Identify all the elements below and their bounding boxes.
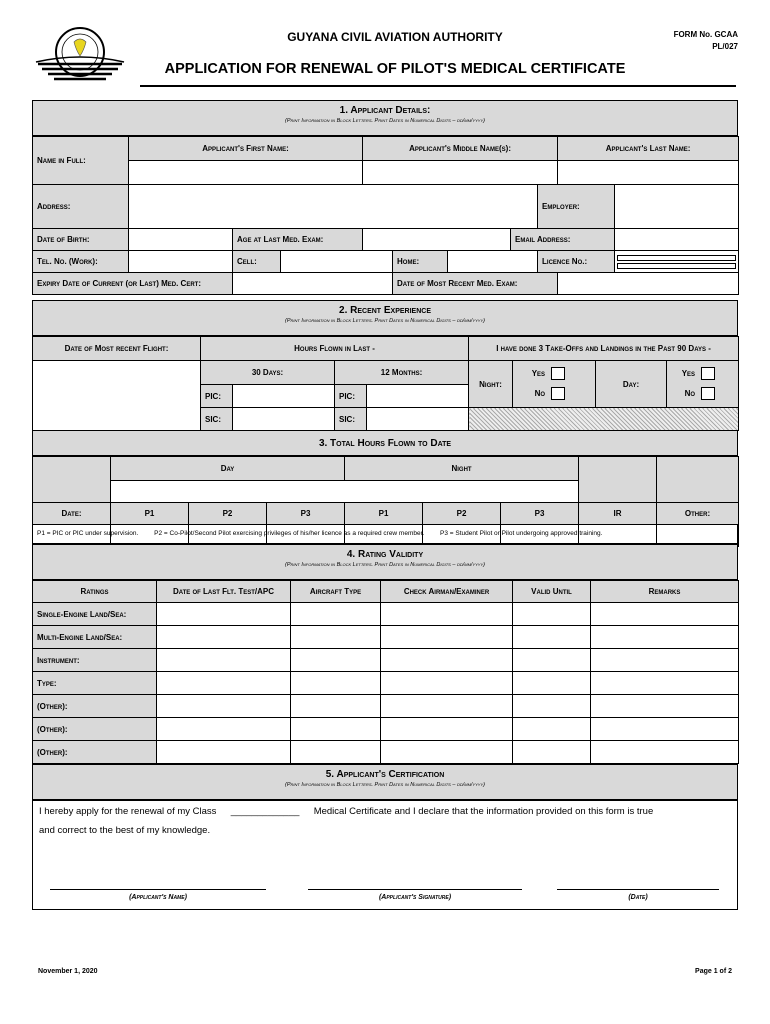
hours-flown-label: Hours Flown in Last - xyxy=(201,337,469,361)
rating-cell[interactable] xyxy=(513,741,591,764)
valid-until-header: Valid Until xyxy=(513,581,591,603)
col-ir: IR xyxy=(579,503,657,525)
rating-cell[interactable] xyxy=(291,603,381,626)
rating-cell[interactable] xyxy=(591,649,739,672)
recent-flight-field[interactable] xyxy=(33,361,201,431)
first-name-label: Applicant's First Name: xyxy=(129,137,363,161)
email-label: Email Address: xyxy=(511,229,615,251)
last-test-header: Date of Last Flt. Test/APC xyxy=(157,581,291,603)
licence-field[interactable] xyxy=(615,251,739,273)
name-in-full-label: Name in Full: xyxy=(33,137,129,185)
last-name-label: Applicant's Last Name: xyxy=(558,137,739,161)
pic-30-label: PIC: xyxy=(201,385,233,408)
day-header: Day xyxy=(111,457,345,481)
rating-cell[interactable] xyxy=(513,695,591,718)
form-number: FORM No. GCAA PL/027 xyxy=(673,30,738,51)
pic-12-label: PIC: xyxy=(335,385,367,408)
rating-cell[interactable] xyxy=(381,649,513,672)
cell-field[interactable] xyxy=(281,251,393,273)
age-label: Age at Last Med. Exam: xyxy=(233,229,363,251)
night-options xyxy=(513,361,596,408)
signature-line[interactable] xyxy=(308,889,522,890)
rating-cell[interactable] xyxy=(591,626,739,649)
ratings-header: Ratings xyxy=(33,581,157,603)
rating-row-label: (Other): xyxy=(33,718,157,741)
col-day-p3: P3 xyxy=(267,503,345,525)
takeoffs-label: I have done 3 Take-Offs and Landings in the Past 90 Days - xyxy=(469,337,739,361)
recent-exam-label: Date of Most Recent Med. Exam: xyxy=(393,273,558,295)
expiry-field[interactable] xyxy=(233,273,393,295)
recent-flight-label: Date of Most recent Flight: xyxy=(33,337,201,361)
day-no-option[interactable]: No xyxy=(671,384,734,404)
rating-cell[interactable] xyxy=(291,626,381,649)
date-label: Date: xyxy=(33,503,111,525)
other-header-top xyxy=(657,457,739,503)
rating-cell[interactable] xyxy=(381,718,513,741)
rating-cell[interactable] xyxy=(513,672,591,695)
sic-30-field[interactable] xyxy=(233,408,335,431)
pic-30-field[interactable] xyxy=(233,385,335,408)
day-no-checkbox[interactable] xyxy=(701,387,715,400)
recent-experience-table xyxy=(32,336,739,431)
day-label: Day: xyxy=(596,361,667,408)
section-1-header: 1. Applicant Details: (Print Information in Block Letters. Print Dates in Numerical Digits – dd/mm/yyyy) xyxy=(32,100,738,136)
rating-cell[interactable] xyxy=(381,603,513,626)
pilot-category-legend: P1 = PIC or PIC under supervision. P2 = Co-Pilot/Second Pilot exercising privileges of his/her licence as a required crew member. P3 = Student Pilot or Pilot undergoing approved training. xyxy=(32,524,738,544)
col-night-p1: P1 xyxy=(345,503,423,525)
day-options xyxy=(667,361,739,408)
rating-cell[interactable] xyxy=(513,626,591,649)
night-yes-checkbox[interactable] xyxy=(551,367,565,380)
tel-work-label: Tel. No. (Work): xyxy=(33,251,129,273)
rating-cell[interactable] xyxy=(291,718,381,741)
sic-12-field[interactable] xyxy=(367,408,469,431)
licence-label: Licence No.: xyxy=(538,251,615,273)
day-yes-checkbox[interactable] xyxy=(701,367,715,380)
last-name-field[interactable] xyxy=(558,161,739,185)
applicant-name-label: (Applicant's Name) xyxy=(129,894,187,901)
col-day-p2: P2 xyxy=(189,503,267,525)
home-field[interactable] xyxy=(448,251,538,273)
employer-field[interactable] xyxy=(615,185,739,229)
rating-cell[interactable] xyxy=(291,672,381,695)
rating-cell[interactable] xyxy=(291,741,381,764)
certification-box xyxy=(32,800,738,910)
certification-statement: I hereby apply for the renewal of my Class _____________ Medical Certificate and I declare that the information provided on this form is true xyxy=(39,806,654,817)
rating-validity-table xyxy=(32,580,739,764)
rating-cell[interactable] xyxy=(157,603,291,626)
tel-work-field[interactable] xyxy=(129,251,233,273)
aircraft-type-header: Aircraft Type xyxy=(291,581,381,603)
middle-name-field[interactable] xyxy=(363,161,558,185)
day-yes-option[interactable]: Yes xyxy=(671,364,734,384)
col-other: Other: xyxy=(657,503,739,525)
dob-label: Date of Birth: xyxy=(33,229,129,251)
sic-12-label: SIC: xyxy=(335,408,367,431)
rating-cell[interactable] xyxy=(513,718,591,741)
rating-cell[interactable] xyxy=(591,672,739,695)
middle-name-label: Applicant's Middle Name(s): xyxy=(363,137,558,161)
recent-exam-field[interactable] xyxy=(558,273,739,295)
remarks-header: Remarks xyxy=(591,581,739,603)
rating-cell[interactable] xyxy=(381,626,513,649)
night-no-checkbox[interactable] xyxy=(551,387,565,400)
address-label: Address: xyxy=(33,185,129,229)
rating-cell[interactable] xyxy=(591,718,739,741)
age-field[interactable] xyxy=(363,229,511,251)
rating-cell[interactable] xyxy=(157,718,291,741)
rating-row-label: Instrument: xyxy=(33,649,157,672)
rating-row-label: Multi-Engine Land/Sea: xyxy=(33,626,157,649)
rating-cell[interactable] xyxy=(157,695,291,718)
hatched-area xyxy=(469,408,739,431)
ir-header-top xyxy=(579,457,657,503)
applicant-name-line[interactable] xyxy=(50,889,266,890)
footer-date: November 1, 2020 xyxy=(38,968,98,975)
rating-cell[interactable] xyxy=(591,695,739,718)
section-2-header: 2. Recent Experience (Print Information in Block Letters. Print Dates in Numerical Digits – dd/mm/yyyy) xyxy=(32,300,738,336)
sic-30-label: SIC: xyxy=(201,408,233,431)
dob-field[interactable] xyxy=(129,229,233,251)
rating-cell[interactable] xyxy=(157,626,291,649)
30-days-label: 30 Days: xyxy=(201,361,335,385)
rating-cell[interactable] xyxy=(291,695,381,718)
employer-label: Employer: xyxy=(538,185,615,229)
date-label: (Date) xyxy=(628,894,648,901)
organization-name: GUYANA CIVIL AVIATION AUTHORITY xyxy=(287,30,503,44)
rating-cell[interactable] xyxy=(381,741,513,764)
night-label: Night: xyxy=(469,361,513,408)
rating-row-label: Single-Engine Land/Sea: xyxy=(33,603,157,626)
rating-row-label: (Other): xyxy=(33,695,157,718)
address-field[interactable] xyxy=(129,185,538,229)
cell-label: Cell: xyxy=(233,251,281,273)
pic-12-field[interactable] xyxy=(367,385,469,408)
first-name-field[interactable] xyxy=(129,161,363,185)
signature-label: (Applicant's Signature) xyxy=(378,894,452,901)
home-label: Home: xyxy=(393,251,448,273)
applicant-details-table xyxy=(32,136,739,295)
section-3-header: 3. Total Hours Flown to Date xyxy=(32,430,738,456)
section-5-header: 5. Applicant's Certification (Print Information in Block Letters. Print Dates in Numerical Digits – dd/mm/yyyy) xyxy=(32,764,738,800)
expiry-label: Expiry Date of Current (or Last) Med. Cert: xyxy=(33,273,233,295)
rating-cell[interactable] xyxy=(513,649,591,672)
rating-cell[interactable] xyxy=(157,672,291,695)
col-day-p1: P1 xyxy=(111,503,189,525)
class-blank[interactable]: _____________ xyxy=(230,806,300,817)
rating-cell[interactable] xyxy=(157,741,291,764)
col-night-p2: P2 xyxy=(423,503,501,525)
email-field[interactable] xyxy=(615,229,739,251)
check-airman-header: Check Airman/Examiner xyxy=(381,581,513,603)
rating-cell[interactable] xyxy=(591,741,739,764)
night-yes-option[interactable]: Yes xyxy=(517,364,591,384)
night-no-option[interactable]: No xyxy=(517,384,591,404)
date-header xyxy=(33,457,111,503)
form-title: APPLICATION FOR RENEWAL OF PILOT'S MEDICAL CERTIFICATE xyxy=(164,61,626,77)
gcaa-logo xyxy=(34,22,126,88)
footer-page: Page 1 of 2 xyxy=(695,968,732,975)
certification-statement-line2: and correct to the best of my knowledge. xyxy=(39,825,211,836)
night-header: Night xyxy=(345,457,579,481)
title-rule xyxy=(140,85,736,87)
12-months-label: 12 Months: xyxy=(335,361,469,385)
rating-cell[interactable] xyxy=(591,603,739,626)
rating-cell[interactable] xyxy=(381,672,513,695)
section-4-header: 4. Rating Validity (Print Information in Block Letters. Print Dates in Numerical Digits – dd/mm/yyyy) xyxy=(32,544,738,580)
rating-cell[interactable] xyxy=(381,695,513,718)
rating-cell[interactable] xyxy=(157,649,291,672)
rating-row-label: Type: xyxy=(33,672,157,695)
rating-row-label: (Other): xyxy=(33,741,157,764)
rating-cell[interactable] xyxy=(513,603,591,626)
rating-cell[interactable] xyxy=(291,649,381,672)
date-line[interactable] xyxy=(557,889,719,890)
col-night-p3: P3 xyxy=(501,503,579,525)
